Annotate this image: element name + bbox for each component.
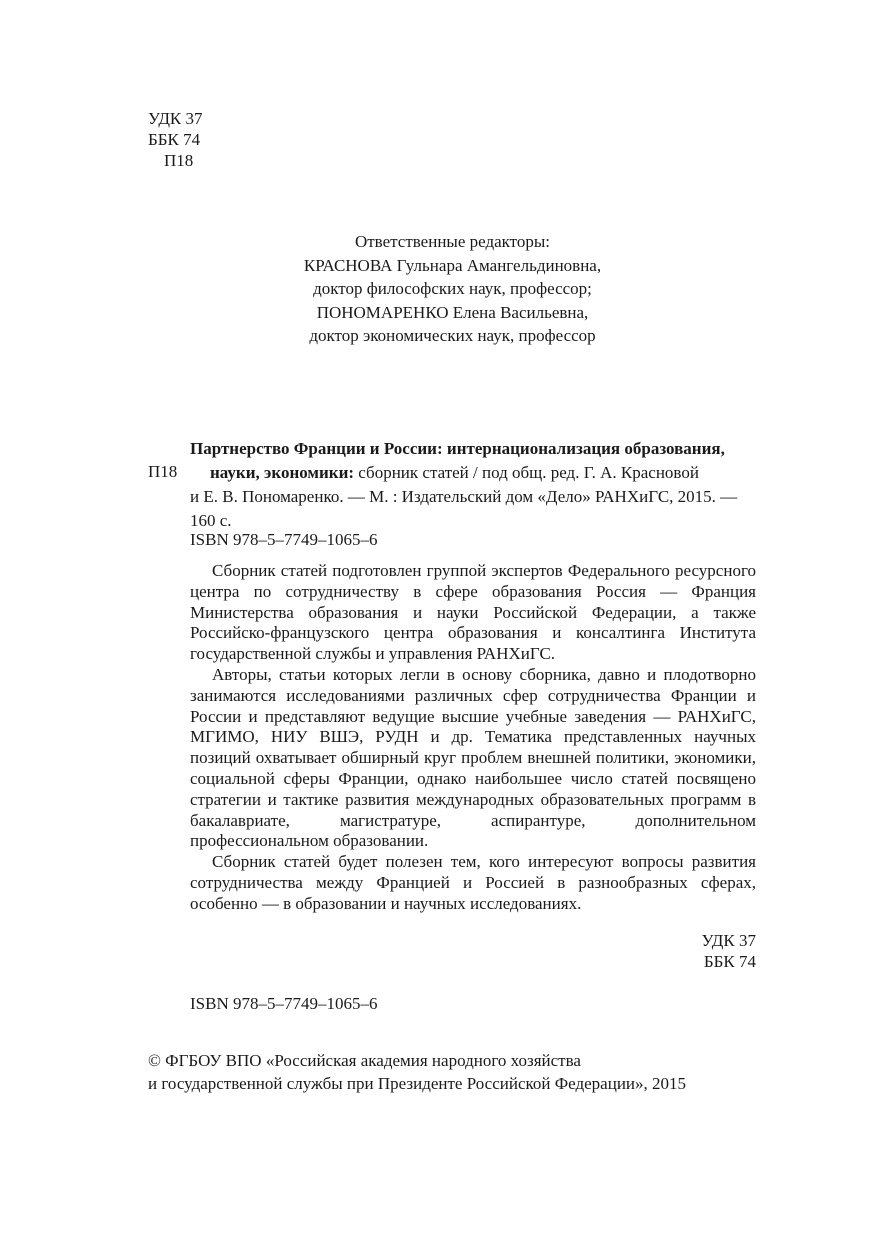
editor-line: КРАСНОВА Гульнара Амангельдиновна, [303, 255, 602, 275]
bbk-code-bottom: ББК 74 [703, 952, 756, 971]
udk-code-bottom: УДК 37 [701, 931, 756, 950]
biblio-pages-line: 160 с. [190, 511, 232, 530]
bibliographic-record [190, 437, 756, 533]
copyright-notice [148, 1049, 768, 1095]
abstract-paragraph: Авторы, статьи которых легли в основу сборника, давно и плодотворно занимаются исследованиями различных сфер сотрудничества Франции и России и представляют ведущие высшие учебные заведения — РАНХиГС, МГИМО, НИУ ВШЭ, РУДН и др. Тематика представленных научных позиций охватывает обширный круг проблем внешней политики, экономики, социальной сферы Франции, однако наибольшее число статей посвящено стратегии и тактике развития международных образовательных программ в бакалавриате, магистратуре, аспирантуре, дополнительном профессиональном образовании. [190, 664, 756, 851]
abstract-paragraph: Сборник статей будет полезен тем, кого интересуют вопросы развития сотрудничества между Францией и Россией в разнообразных сферах, особенно — в образовании и научных исследованиях. [190, 852, 756, 913]
editor-line: доктор философских наук, профессор; [313, 279, 592, 298]
udk-code: УДК 37 [148, 109, 203, 128]
bbk-code: ББК 74 [148, 130, 201, 149]
bottom-classification [680, 930, 756, 972]
author-mark: П18 [164, 151, 194, 170]
biblio-title-bold: науки, экономики: [210, 463, 355, 482]
biblio-title-line: Партнерство Франции и России: интернационализация образования, [190, 439, 725, 458]
biblio-publisher-line: и Е. В. Пономаренко. — М. : Издательский дом «Дело» РАНХиГС, 2015. — [190, 487, 738, 506]
editor-line: ПОНОМАРЕНКО Елена Васильевна, [316, 302, 589, 322]
editors-block [200, 230, 705, 348]
biblio-title-line-2 [190, 461, 756, 485]
editor-line: доктор экономических наук, профессор [309, 326, 596, 345]
isbn-line: ISBN 978–5–7749–1065–6 [190, 530, 378, 549]
abstract-paragraph: Сборник статей подготовлен группой экспертов Федерального ресурсного центра по сотрудничеству в сфере образования Россия — Франция Министерства образования и науки Российской Федерации, а также Российско-французского центра образования и консалтинга Института государственной службы и управления РАНХиГС. [190, 561, 756, 664]
copyright-line: © ФГБОУ ВПО «Российская академия народного хозяйства [148, 1051, 581, 1070]
biblio-author-mark: П18 [148, 462, 178, 481]
editors-heading: Ответственные редакторы: [354, 232, 551, 251]
top-classification [148, 108, 228, 171]
isbn-line-bottom: ISBN 978–5–7749–1065–6 [190, 994, 378, 1013]
abstract [190, 561, 756, 915]
biblio-title-rest: сборник статей / под общ. ред. Г. А. Красновой [354, 463, 699, 482]
copyright-line: и государственной службы при Президенте Российской Федерации», 2015 [148, 1074, 687, 1093]
